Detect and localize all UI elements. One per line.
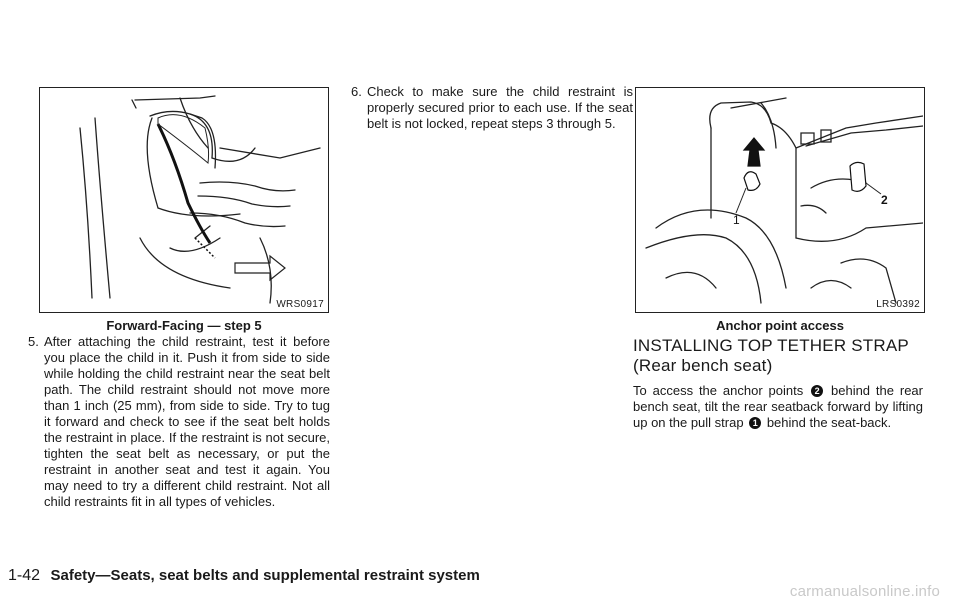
page-number: 1-42 [8,567,41,584]
paragraph-part-3: behind the seat-back. [766,415,892,430]
figure-code: LRS0392 [876,299,920,310]
footer-section-title: Safety—Seats, seat belts and supplemental restraint system [50,567,480,584]
callout-2: 2 [881,193,888,207]
step-5 [28,334,330,510]
figure-code: WRS0917 [276,299,324,310]
section-heading [633,336,933,376]
page-footer [8,567,480,585]
figure-caption: Anchor point access [716,318,844,333]
figure-forward-facing [39,87,329,313]
callout-circle-2: 2 [811,385,823,397]
figure-caption: Forward-Facing — step 5 [106,318,262,333]
step-text: Check to make sure the child restraint is properly secured prior to each use. If the seat belt is not locked, repeat steps 3 through 5. [367,84,633,131]
callout-1: 1 [733,213,740,227]
figure-anchor-point-access [635,87,925,313]
illustration-anchor-point [636,88,923,311]
step-text: After attaching the child restraint, test it before you place the child in it. Push it from side to side while holding the child restraint near the seat belt path. The child restraint should not move more than 1 inch (25 mm), from side to side. Try to tug it forward and check to see if the seat belt holds the restraint in place. If the restraint is not secure, tighten the seat belt as necessary, or put the restraint in another seat and test it again. You may need to try a different child restraint. Not all child restraints fit in all types of vehicles. [44,334,330,509]
step-6 [351,84,633,132]
step-number: 6. [351,84,362,99]
section-heading-line1: INSTALLING TOP TETHER STRAP [633,336,909,355]
paragraph-part-2: behind the rear bench seat, tilt the rear seatback forward by lifting up on the pull strap [633,383,923,430]
watermark: carmanualsonline.info [789,583,940,600]
paragraph-part-1: To access the anchor points [633,383,804,398]
illustration-child-restraint [40,88,327,311]
section-heading-line2: (Rear bench seat) [633,356,773,375]
step-number: 5. [28,334,39,349]
callout-circle-1: 1 [749,417,761,429]
section-paragraph [633,383,923,431]
